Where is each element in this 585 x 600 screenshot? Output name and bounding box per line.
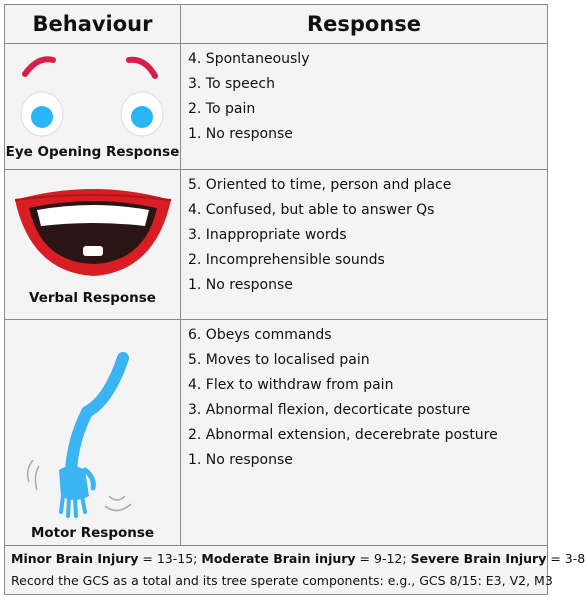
minor-value: = 13-15; xyxy=(138,551,202,566)
list-item: 1. No response xyxy=(188,452,293,468)
footer-row xyxy=(5,546,548,595)
eyes-icon xyxy=(5,44,181,144)
record-line: Record the GCS as a total and its tree sperate components: e.g., GCS 8/15: E3, V2, M3 xyxy=(11,573,553,588)
severe-value: = 3-8 xyxy=(546,551,585,566)
list-item: 5. Oriented to time, person and place xyxy=(188,177,452,193)
severe-label: Severe Brain Injury xyxy=(410,551,547,566)
verbal-label: Verbal Response xyxy=(29,290,156,306)
eye-response-cell xyxy=(181,44,548,170)
list-item: 4. Confused, but able to answer Qs xyxy=(188,202,435,218)
motor-response-list xyxy=(181,320,547,473)
motor-row xyxy=(5,320,548,546)
list-item: 5. Moves to localised pain xyxy=(188,352,370,368)
eye-row xyxy=(5,44,548,170)
motor-response-cell xyxy=(181,320,548,546)
gcs-table xyxy=(4,4,585,595)
minor-label: Minor Brain Injury xyxy=(11,551,139,566)
list-item: 2. Abnormal extension, decerebrate posture xyxy=(188,427,498,443)
eye-behaviour-cell xyxy=(5,44,181,170)
footer-note xyxy=(5,546,585,595)
severity-line xyxy=(11,548,585,570)
list-item: 1. No response xyxy=(188,126,293,142)
list-item: 2. Incomprehensible sounds xyxy=(188,252,385,268)
verbal-response-list xyxy=(181,170,547,298)
list-item: 4. Spontaneously xyxy=(188,51,310,67)
eye-label: Eye Opening Response xyxy=(5,144,180,160)
list-item: 3. Abnormal flexion, decorticate posture xyxy=(188,402,471,418)
verbal-behaviour-cell xyxy=(5,170,181,320)
list-item: 3. Inappropriate words xyxy=(188,227,347,243)
eye-response-list xyxy=(181,44,547,147)
list-item: 4. Flex to withdraw from pain xyxy=(188,377,394,393)
list-item: 6. Obeys commands xyxy=(188,327,332,343)
arm-icon xyxy=(5,320,181,520)
behaviour-header: Behaviour xyxy=(5,5,181,44)
mouth-icon xyxy=(5,170,181,280)
list-item: 3. To speech xyxy=(188,76,275,92)
list-item: 1. No response xyxy=(188,277,293,293)
moderate-value: = 9-12; xyxy=(355,551,411,566)
verbal-row xyxy=(5,170,548,320)
list-item: 2. To pain xyxy=(188,101,256,117)
motor-behaviour-cell xyxy=(5,320,181,546)
verbal-response-cell xyxy=(181,170,548,320)
header-row xyxy=(5,5,548,44)
response-header: Response xyxy=(181,5,548,44)
moderate-label: Moderate Brain injury xyxy=(201,551,356,566)
motor-label: Motor Response xyxy=(30,525,155,541)
